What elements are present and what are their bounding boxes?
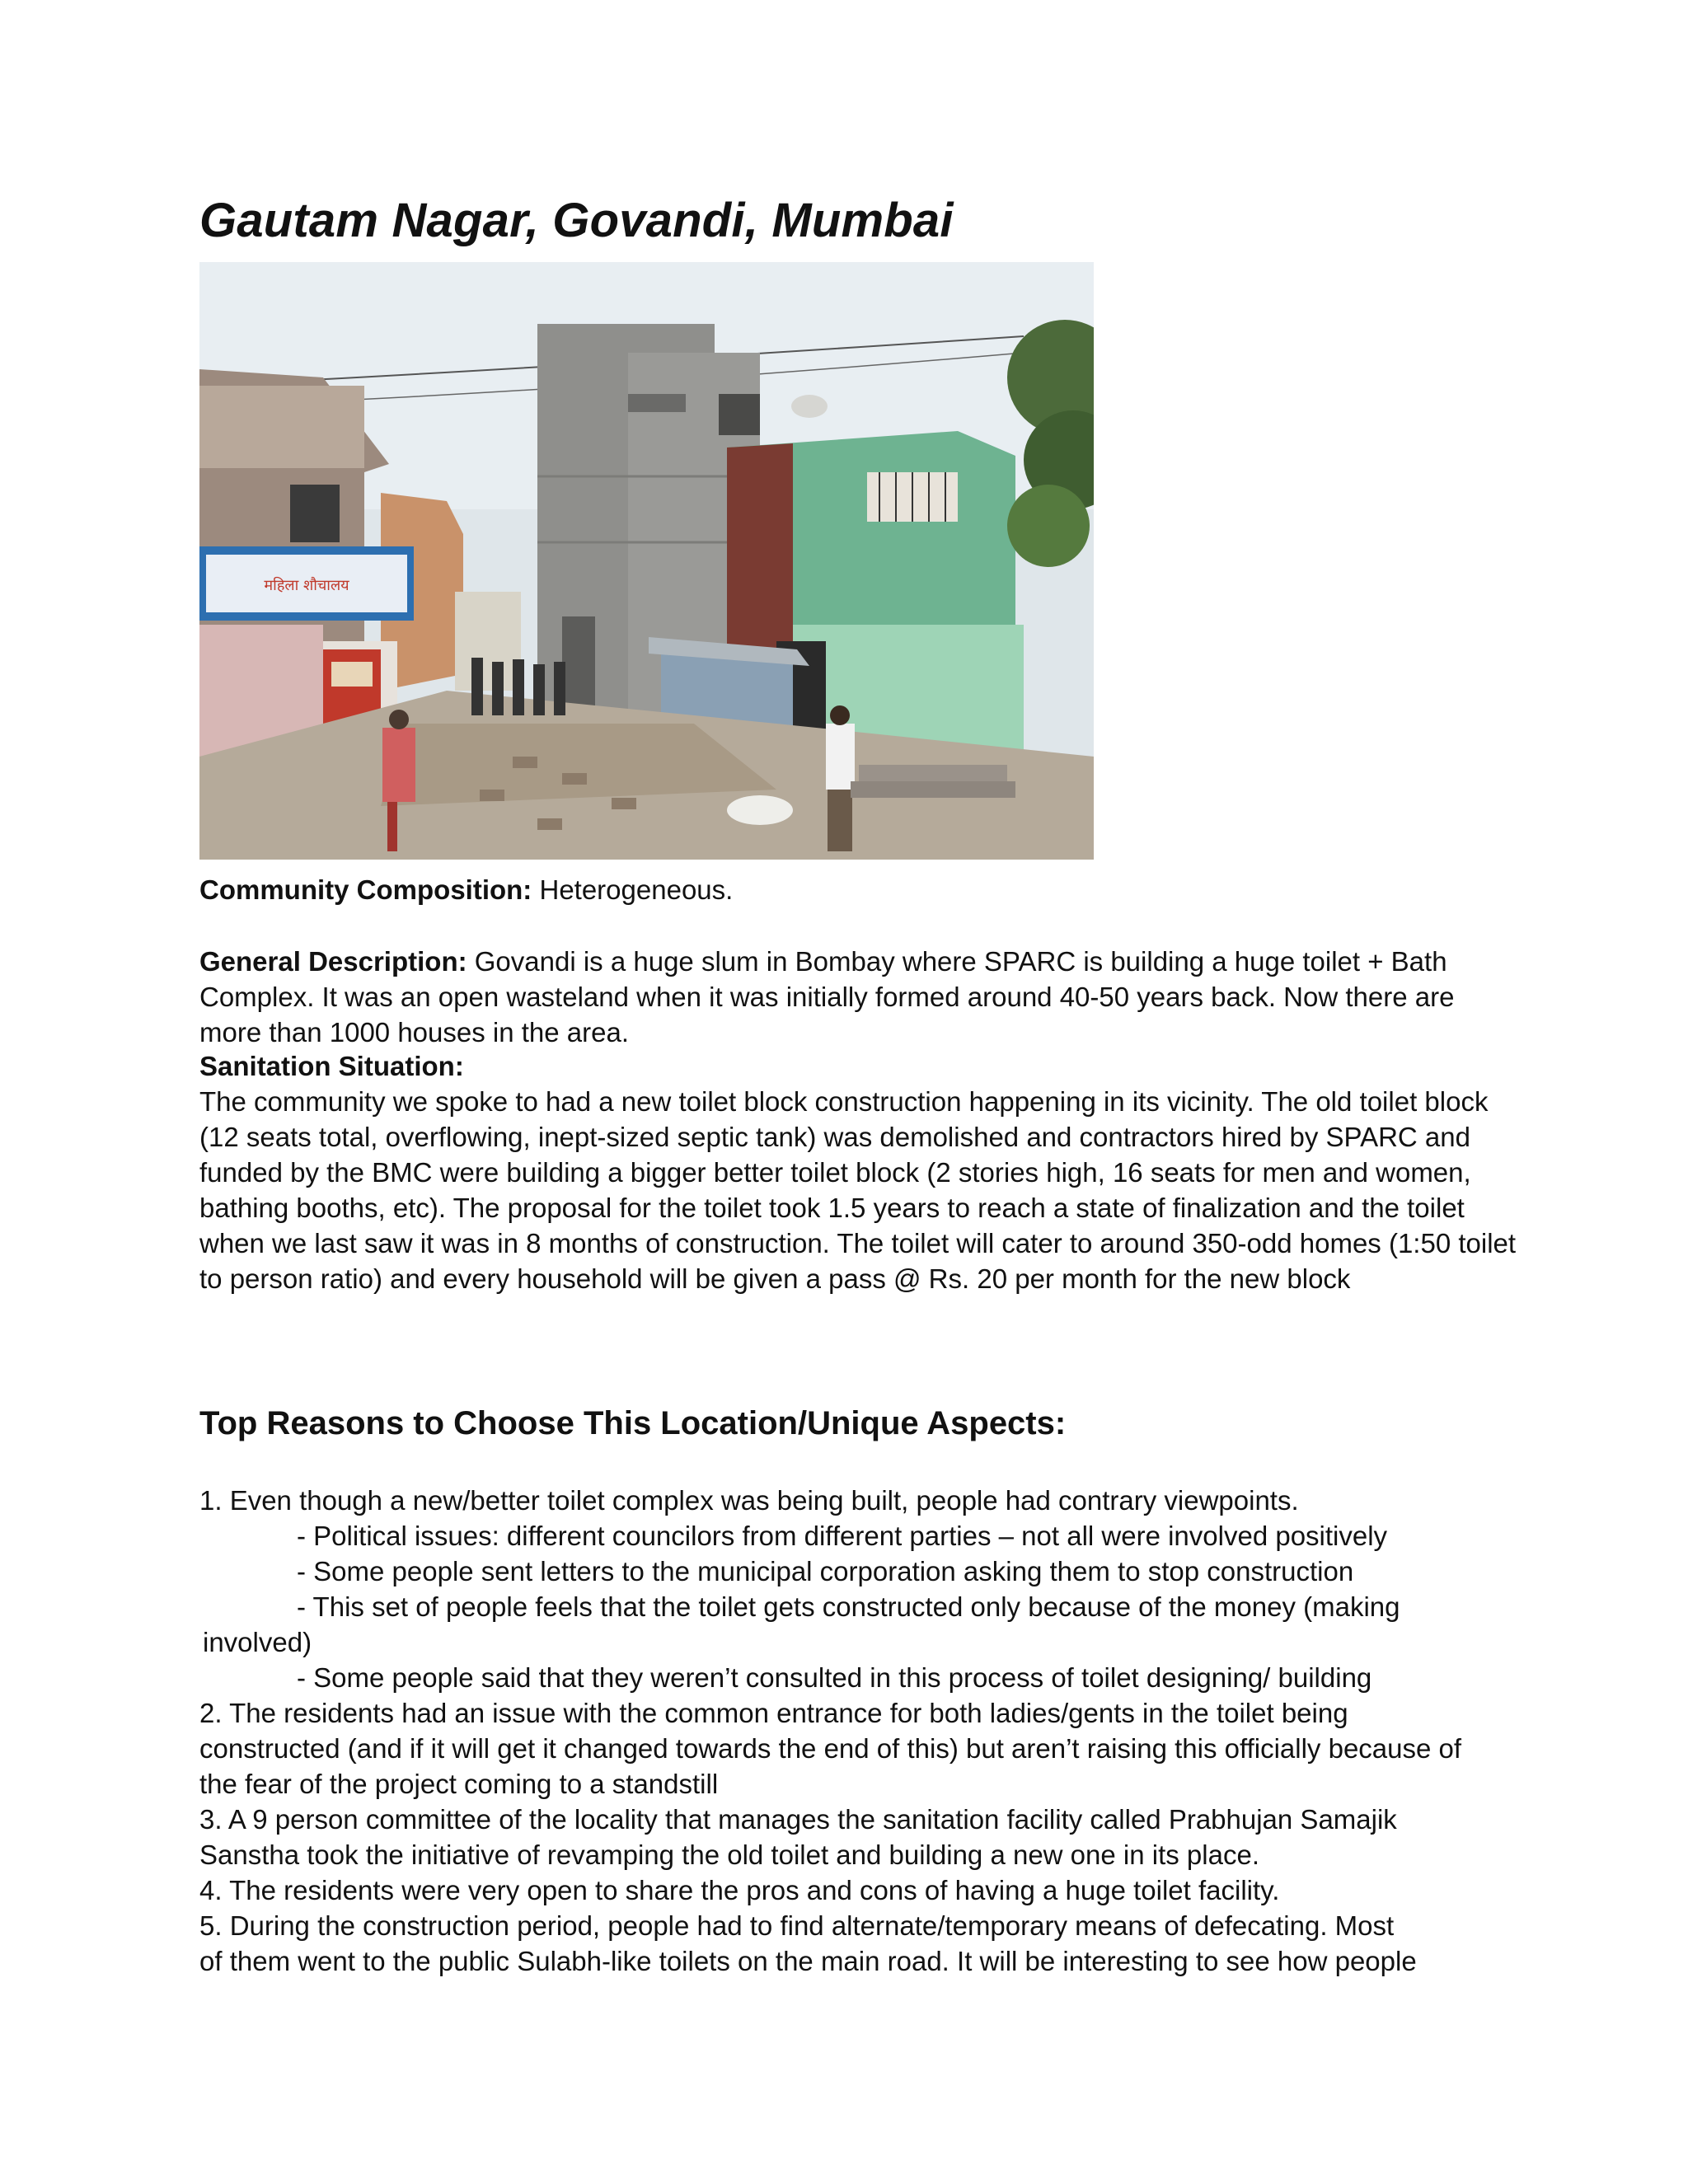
reasons-heading: Top Reasons to Choose This Location/Unique Aspects:	[199, 1405, 1067, 1441]
sign-text: महिला शौचालय	[264, 577, 349, 594]
list-item: 4. The residents were very open to share the pros and cons of having a huge toilet facility.	[199, 1875, 1280, 1905]
reasons-list	[199, 1483, 1551, 1979]
list-subitem: - This set of people feels that the toilet gets constructed only because of the money (making	[297, 1591, 1400, 1622]
list-subitem: - Some people sent letters to the municipal corporation asking them to stop construction	[297, 1556, 1354, 1586]
community-text: Heterogeneous.	[532, 874, 734, 905]
general-text: Govandi is a huge slum in Bombay where SPARC is building a huge toilet + Bath Complex. It was an open wasteland when it was initially formed around 40-50 years back. Now there are more than 1000 houses in the area.	[199, 946, 1455, 1047]
community-label: Community Composition:	[199, 874, 532, 905]
community-composition	[199, 872, 1518, 907]
list-item: 3. A 9 person committee of the locality that manages the sanitation facility called Prabhujan Samajik	[199, 1804, 1397, 1835]
list-subitem-continuation: involved)	[203, 1627, 312, 1657]
list-item-continuation: the fear of the project coming to a standstill	[199, 1769, 719, 1799]
sanitation-text: The community we spoke to had a new toilet block construction happening in its vicinity. The old toilet block (12 seats total, overflowing, inept-sized septic tank) was demolished and contractors hired by SPARC and funded by the BMC were building a bigger better toilet block (2 stories high, 16 seats for men and women, bathing booths, etc). The proposal for the toilet took 1.5 years to reach a state of finalization and the toilet when we last saw it was in 8 months of construction. The toilet will cater to around 350-odd homes (1:50 toilet to person ratio) and every household will be given a pass @ Rs. 20 per month for the new block	[199, 1086, 1517, 1294]
general-description	[199, 944, 1518, 1050]
page-title: Gautam Nagar, Govandi, Mumbai	[199, 194, 954, 247]
sanitation-heading: Sanitation Situation:	[199, 1051, 464, 1081]
general-label: General Description:	[199, 946, 467, 977]
list-item: 5. During the construction period, people had to find alternate/temporary means of defecating. Most	[199, 1910, 1395, 1941]
street-photo	[199, 262, 1094, 860]
list-item: 1. Even though a new/better toilet complex was being built, people had contrary viewpoints.	[199, 1485, 1299, 1516]
street-photo-illustration	[199, 262, 1094, 860]
list-subitem: - Some people said that they weren’t consulted in this process of toilet designing/ building	[297, 1662, 1372, 1693]
list-item: 2. The residents had an issue with the common entrance for both ladies/gents in the toilet being	[199, 1698, 1348, 1728]
list-item-continuation: of them went to the public Sulabh-like toilets on the main road. It will be interesting to see how people	[199, 1946, 1417, 1976]
list-item-continuation: constructed (and if it will get it changed towards the end of this) but aren’t raising this officially because of	[199, 1733, 1462, 1764]
list-subitem: - Political issues: different councilors from different parties – not all were involved positively	[297, 1521, 1388, 1551]
list-item-continuation: Sanstha took the initiative of revamping the old toilet and building a new one in its place.	[199, 1840, 1259, 1870]
